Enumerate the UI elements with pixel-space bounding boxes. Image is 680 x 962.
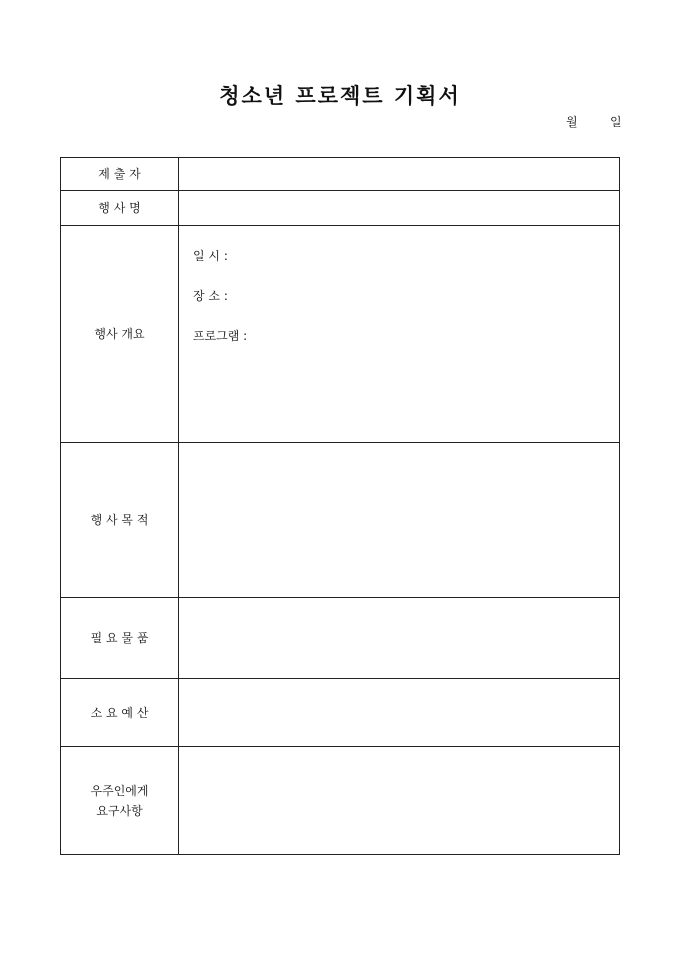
submitter-field[interactable] [179,158,620,191]
budget-field[interactable] [179,679,620,747]
document-title: 청소년 프로젝트 기획서 [219,83,461,108]
required-items-label: 필 요 물 품 [61,598,179,679]
overview-program-label: 프로그램 : [193,329,248,343]
requests-field[interactable] [179,747,620,855]
event-purpose-label: 행 사 목 적 [61,443,179,598]
event-overview-label: 행사 개요 [61,226,179,443]
date-month-label: 월 [566,115,578,129]
date-day-label: 일 [610,115,622,129]
event-name-label: 행 사 명 [61,191,179,226]
form-row-event-purpose [61,443,620,598]
overview-datetime-label: 일 시 : [193,249,228,263]
event-name-field[interactable] [179,191,620,226]
form-row-budget [61,679,620,747]
form-row-event-overview [61,226,620,443]
form-row-event-name [61,191,620,226]
overview-place-label: 장 소 : [193,289,228,303]
form-row-requests [61,747,620,855]
requests-label [61,747,179,855]
requests-label-line-2: 요구사항 [96,803,143,818]
requests-label-line-1: 우주인에게 [90,783,149,798]
required-items-field[interactable] [179,598,620,679]
event-purpose-field[interactable] [179,443,620,598]
project-plan-form [60,157,620,855]
event-overview-field[interactable] [179,226,620,443]
submitter-label: 제 출 자 [61,158,179,191]
form-row-required-items [61,598,620,679]
form-row-submitter [61,158,620,191]
budget-label: 소 요 예 산 [61,679,179,747]
